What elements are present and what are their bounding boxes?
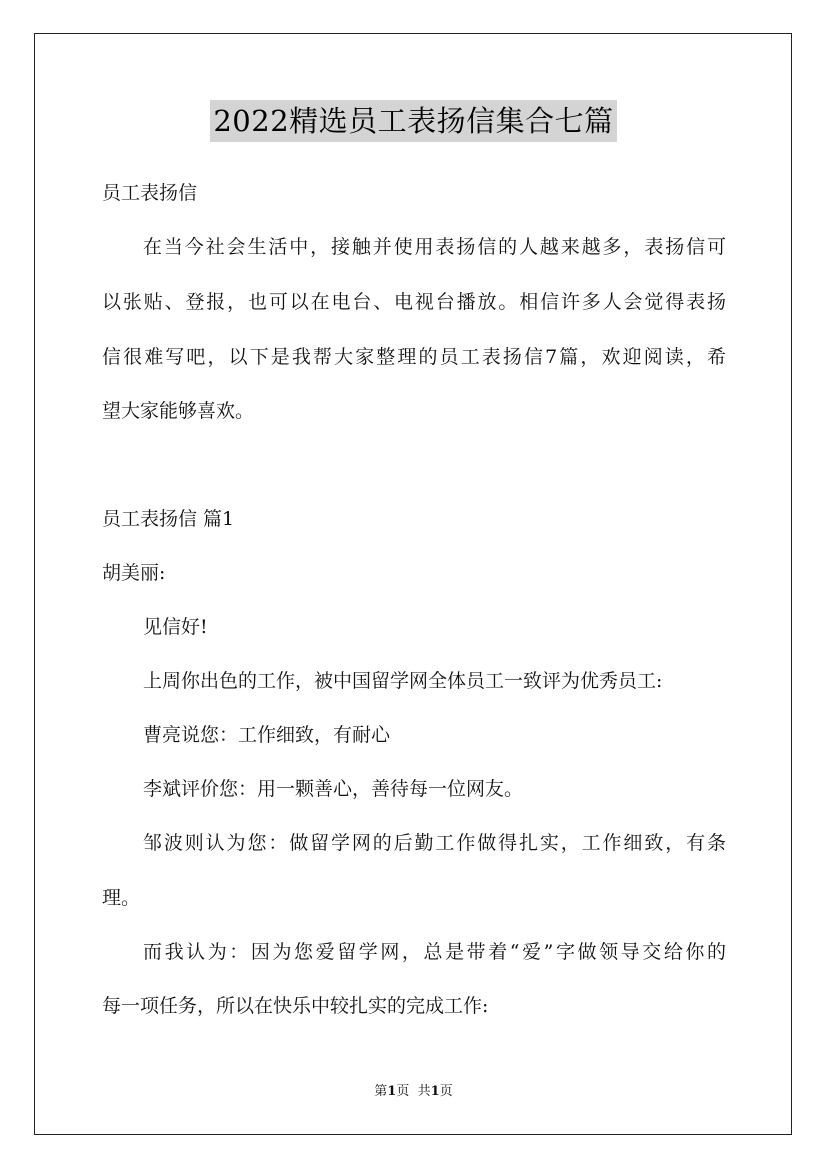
footer-total-suffix: 页 (439, 1084, 453, 1099)
footer-page-suffix: 页 (396, 1084, 410, 1099)
intro-line-4: 望大家能够喜欢。 (102, 400, 255, 422)
intro-line-1: 在当今社会生活中，接触并使用表扬信的人越来越多，表扬信可 (143, 236, 726, 258)
footer-total-label: 共 (417, 1084, 431, 1099)
page-footer (0, 1084, 827, 1100)
body-paragraph-5-line-2: 每一项任务，所以在快乐中较扎实的完成工作: (102, 995, 489, 1017)
footer-page-number: 1 (387, 1084, 397, 1099)
footer-page-label: 第 (374, 1084, 388, 1099)
body-paragraph-3: 李斌评价您：用一颗善心，善待每一位网友。 (143, 778, 524, 800)
document-title: 2022精选员工表扬信集合七篇 (210, 100, 616, 142)
body-paragraph-4-line-1: 邹波则认为您：做留学网的后勤工作做得扎实，工作细致，有条 (143, 832, 726, 854)
body-paragraph-1: 上周你出色的工作，被中国留学网全体员工一致评为优秀员工: (143, 670, 663, 692)
section-heading: 员工表扬信 篇1 (102, 508, 235, 530)
intro-line-3: 信很难写吧，以下是我帮大家整理的员工表扬信7篇，欢迎阅读，希 (102, 346, 726, 368)
salutation: 胡美丽: (102, 562, 166, 584)
intro-line-2: 以张贴、登报，也可以在电台、电视台播放。相信许多人会觉得表扬 (102, 291, 726, 313)
footer-total-number: 1 (430, 1084, 440, 1099)
document-heading: 员工表扬信 (102, 182, 198, 204)
body-paragraph-2: 曹亮说您：工作细致，有耐心 (143, 724, 391, 746)
body-paragraph-4-line-2: 理。 (102, 887, 141, 909)
title-container (0, 100, 827, 142)
greeting: 见信好! (143, 616, 208, 638)
body-paragraph-5-line-1: 而我认为：因为您爱留学网，总是带着“爱”字做领导交给你的 (143, 941, 726, 963)
